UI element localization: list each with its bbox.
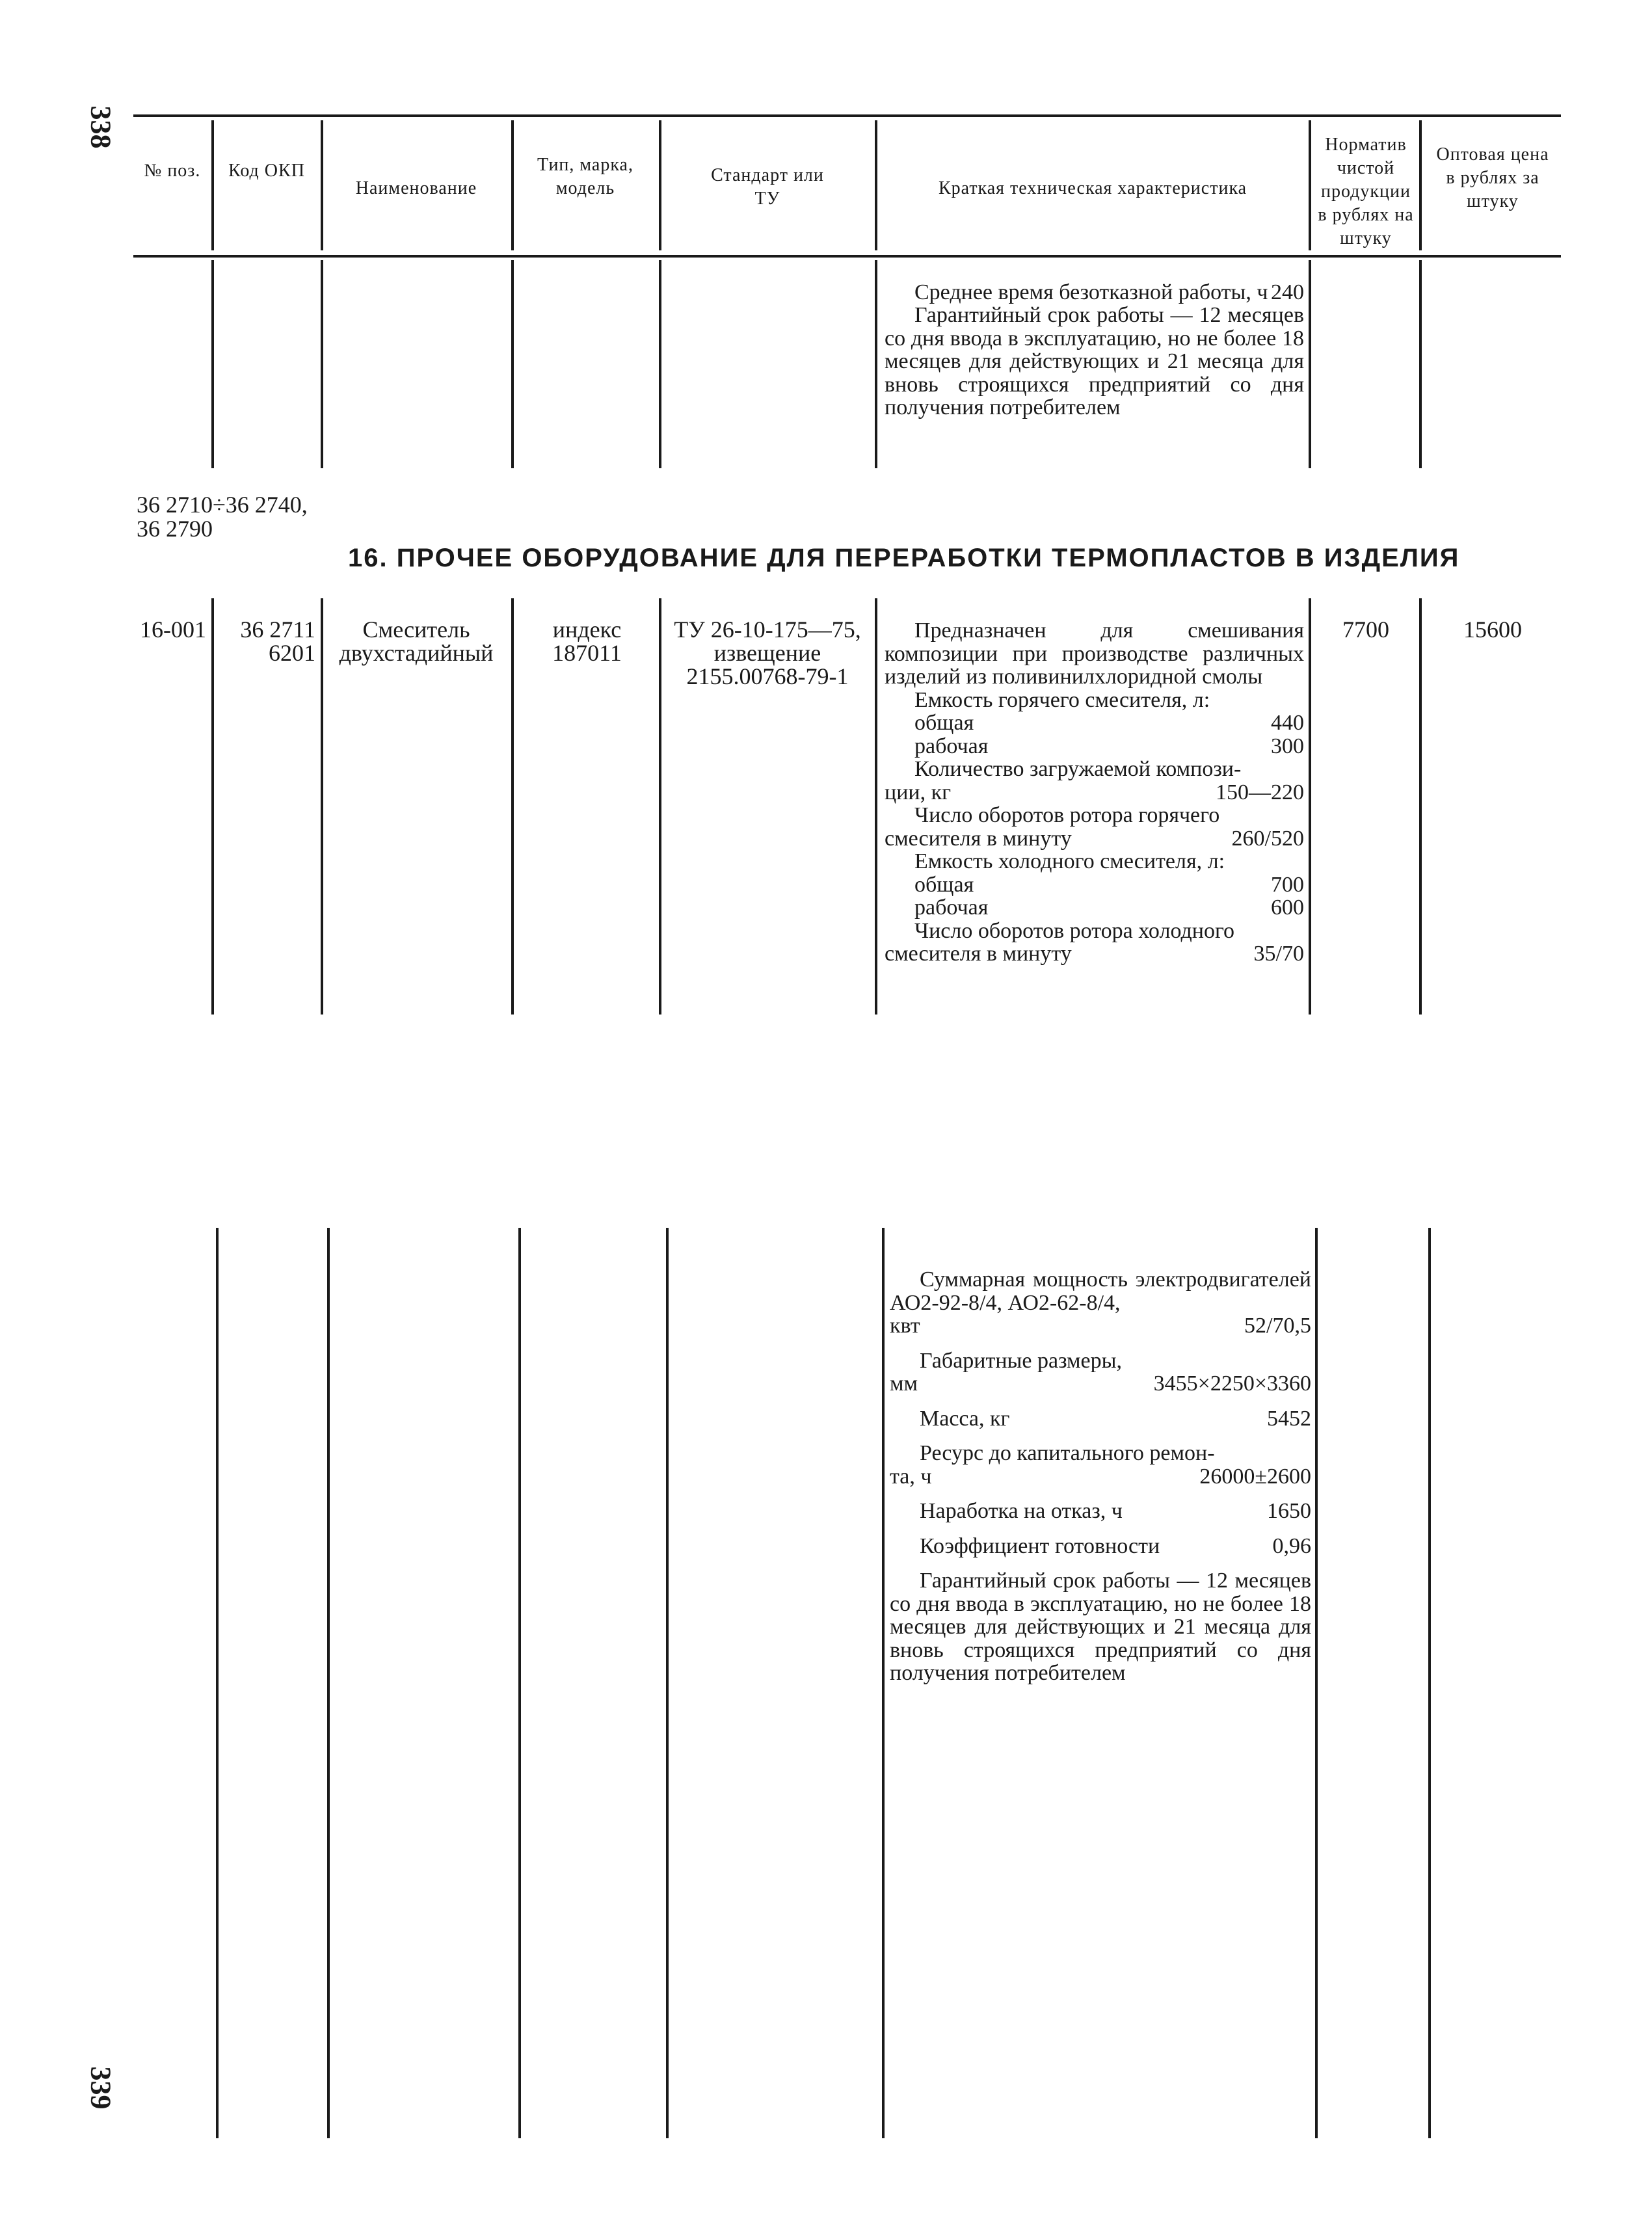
header-col-sep	[321, 120, 323, 250]
item-price: 15600	[1463, 617, 1522, 643]
spec-row	[890, 1500, 1311, 1523]
item-std-line3: 2155.00768-79-1	[686, 663, 849, 689]
spec-hot-capacity: Емкость горячего смесителя, л:	[914, 687, 1210, 712]
page2-col-line	[666, 1228, 669, 2138]
spec-label: Наработка на отказ, ч	[920, 1499, 1123, 1523]
spec-cold-rpm-l1: Число оборотов ротора холодного	[914, 918, 1235, 943]
item-name	[325, 618, 507, 665]
item-pos: 16-001	[140, 617, 206, 643]
group-code-line1: 36 2710÷36 2740,	[137, 492, 308, 518]
mtbf-value: 240	[1271, 280, 1304, 304]
page2-col-line	[1428, 1228, 1431, 2138]
spec-row	[890, 1535, 1311, 1558]
header-standard: Стандарт или ТУ	[711, 165, 824, 209]
item-okp-line2: 6201	[269, 640, 315, 666]
cont-col-line	[1419, 260, 1422, 468]
spec-row	[890, 1314, 1311, 1338]
spec-dims-l1: Габаритные размеры,	[920, 1348, 1122, 1373]
page2-col-line	[216, 1228, 219, 2138]
header-okp: Код ОКП	[228, 161, 305, 181]
spec-row	[885, 781, 1304, 804]
page2-col-line	[518, 1228, 521, 2138]
item-name-line1: Смеситель	[362, 617, 470, 643]
group-code-line2: 36 2790	[137, 516, 213, 542]
spec-label: квт	[890, 1314, 920, 1338]
item-okp	[218, 618, 315, 665]
warranty-text: Гарантийный срок работы — 12 месяцев со дня ввода в эксплуатацию, но не более 18 месяцев для действующих и 21 месяца для вновь строящихся предприятий со дня получения потребителем	[885, 303, 1304, 419]
spec-label: ции, кг	[885, 780, 952, 804]
page2-col-line	[882, 1228, 885, 2138]
item-standard	[663, 618, 872, 688]
header-name: Наименование	[355, 178, 477, 198]
item-std-line2: извещение	[713, 640, 821, 666]
header-col-sep	[1309, 120, 1311, 250]
header-col-sep	[211, 120, 214, 250]
spec-label: общая	[914, 711, 974, 735]
spec-warranty: Гарантийный срок работы — 12 месяцев со дня ввода в эксплуатацию, но не более 18 месяцев для действующих и 21 месяца для вновь строящихся предприятий со дня получения потребителем	[890, 1569, 1311, 1685]
spec-row	[885, 942, 1304, 966]
spec-resource-l1: Ресурс до капитального ремон-	[920, 1441, 1215, 1465]
item-spec	[885, 619, 1304, 966]
continuation-spec	[885, 281, 1304, 419]
spec-row	[885, 711, 1304, 735]
header-norm: Норматив чистой продукции в рублях на штуку	[1318, 135, 1414, 248]
cont-col-line	[1309, 260, 1311, 468]
spec-value: 700	[1271, 872, 1304, 897]
header-col-sep	[875, 120, 877, 250]
item-okp-line1: 36 2711	[240, 617, 315, 643]
header-col-sep	[1419, 120, 1422, 250]
cont-col-line	[659, 260, 661, 468]
header-bottom-rule	[133, 255, 1561, 258]
spec-value: 260/520	[1231, 826, 1304, 851]
page2-col-line	[1315, 1228, 1318, 2138]
cont-col-line	[211, 260, 214, 468]
spec-label: Масса, кг	[920, 1406, 1010, 1431]
spec-value: 5452	[1267, 1406, 1311, 1431]
header-spec: Краткая техническая характеристика	[938, 178, 1247, 198]
item-col-line	[321, 598, 323, 1015]
item-col-line	[659, 598, 661, 1015]
header-price: Оптовая цена в рублях за штуку	[1436, 144, 1549, 211]
header-col-sep	[511, 120, 514, 250]
spec-value: 26000±2600	[1199, 1464, 1311, 1489]
spec-label: Коэффициент готовности	[920, 1533, 1160, 1558]
page-number-top: 338	[85, 105, 117, 149]
spec-row	[885, 896, 1304, 920]
spec-row	[890, 1407, 1311, 1431]
spec-hot-rpm-l1: Число оборотов ротора горячего	[914, 803, 1220, 827]
spec-value: 150—220	[1216, 780, 1304, 804]
item-std-line1: ТУ 26-10-175—75,	[674, 617, 861, 643]
item-col-line	[1309, 598, 1311, 1015]
spec-label: рабочая	[914, 734, 989, 758]
item-name-line2: двухстадийный	[339, 640, 494, 666]
item-col-line	[1419, 598, 1422, 1015]
spec-label: рабочая	[914, 895, 989, 920]
spec-value: 35/70	[1253, 942, 1304, 966]
spec-row	[885, 873, 1304, 897]
spec-row	[885, 827, 1304, 851]
spec-value: 1650	[1267, 1499, 1311, 1523]
mtbf-text: Среднее время безотказной работы, ч	[914, 280, 1268, 304]
spec-row	[890, 1372, 1311, 1396]
header-type: Тип, марка, модель	[537, 155, 633, 198]
cont-col-line	[875, 260, 877, 468]
cont-col-line	[511, 260, 514, 468]
item-col-line	[875, 598, 877, 1015]
spec-label: мм	[890, 1372, 918, 1396]
item-type	[520, 618, 654, 665]
spec-value: 52/70,5	[1244, 1314, 1311, 1338]
spec-value: 600	[1271, 895, 1304, 920]
page2-col-line	[327, 1228, 330, 2138]
spec-intro: Предназначен для смешивания композиции при производстве различных изделий из поливинилхлоридной смолы	[885, 618, 1304, 689]
spec-power-l1: Суммарная мощность электродвигателей АО2-92-8/4, АО2-62-8/4,	[890, 1267, 1311, 1315]
section-title: 16. ПРОЧЕЕ ОБОРУДОВАНИЕ ДЛЯ ПЕРЕРАБОТКИ ТЕРМОПЛАСТОВ В ИЗДЕЛИЯ	[348, 544, 1460, 572]
spec-value: 440	[1271, 711, 1304, 735]
item-type-line2: 187011	[552, 640, 622, 666]
page-number-bottom: 339	[85, 2066, 117, 2110]
spec-label: та, ч	[890, 1464, 932, 1489]
item-norm: 7700	[1342, 617, 1389, 643]
item-type-line1: индекс	[552, 617, 622, 643]
cont-col-line	[321, 260, 323, 468]
spec-load-l1: Количество загружаемой компози-	[914, 757, 1242, 781]
header-pos: № поз.	[144, 161, 201, 181]
spec-value: 3455×2250×3360	[1153, 1372, 1311, 1396]
spec-value: 0,96	[1272, 1533, 1311, 1558]
spec-label: смесителя в минуту	[885, 942, 1072, 966]
header-col-sep	[659, 120, 661, 250]
spec-label: смесителя в минуту	[885, 826, 1072, 851]
spec-row	[890, 1465, 1311, 1489]
spec-value: 300	[1271, 734, 1304, 758]
spec-label: общая	[914, 872, 974, 897]
header-top-rule	[133, 114, 1561, 117]
spec-row	[885, 735, 1304, 758]
item-spec-continued	[890, 1268, 1311, 1685]
item-col-line	[511, 598, 514, 1015]
item-col-line	[211, 598, 214, 1015]
spec-cold-capacity: Емкость холодного смесителя, л:	[914, 849, 1225, 873]
